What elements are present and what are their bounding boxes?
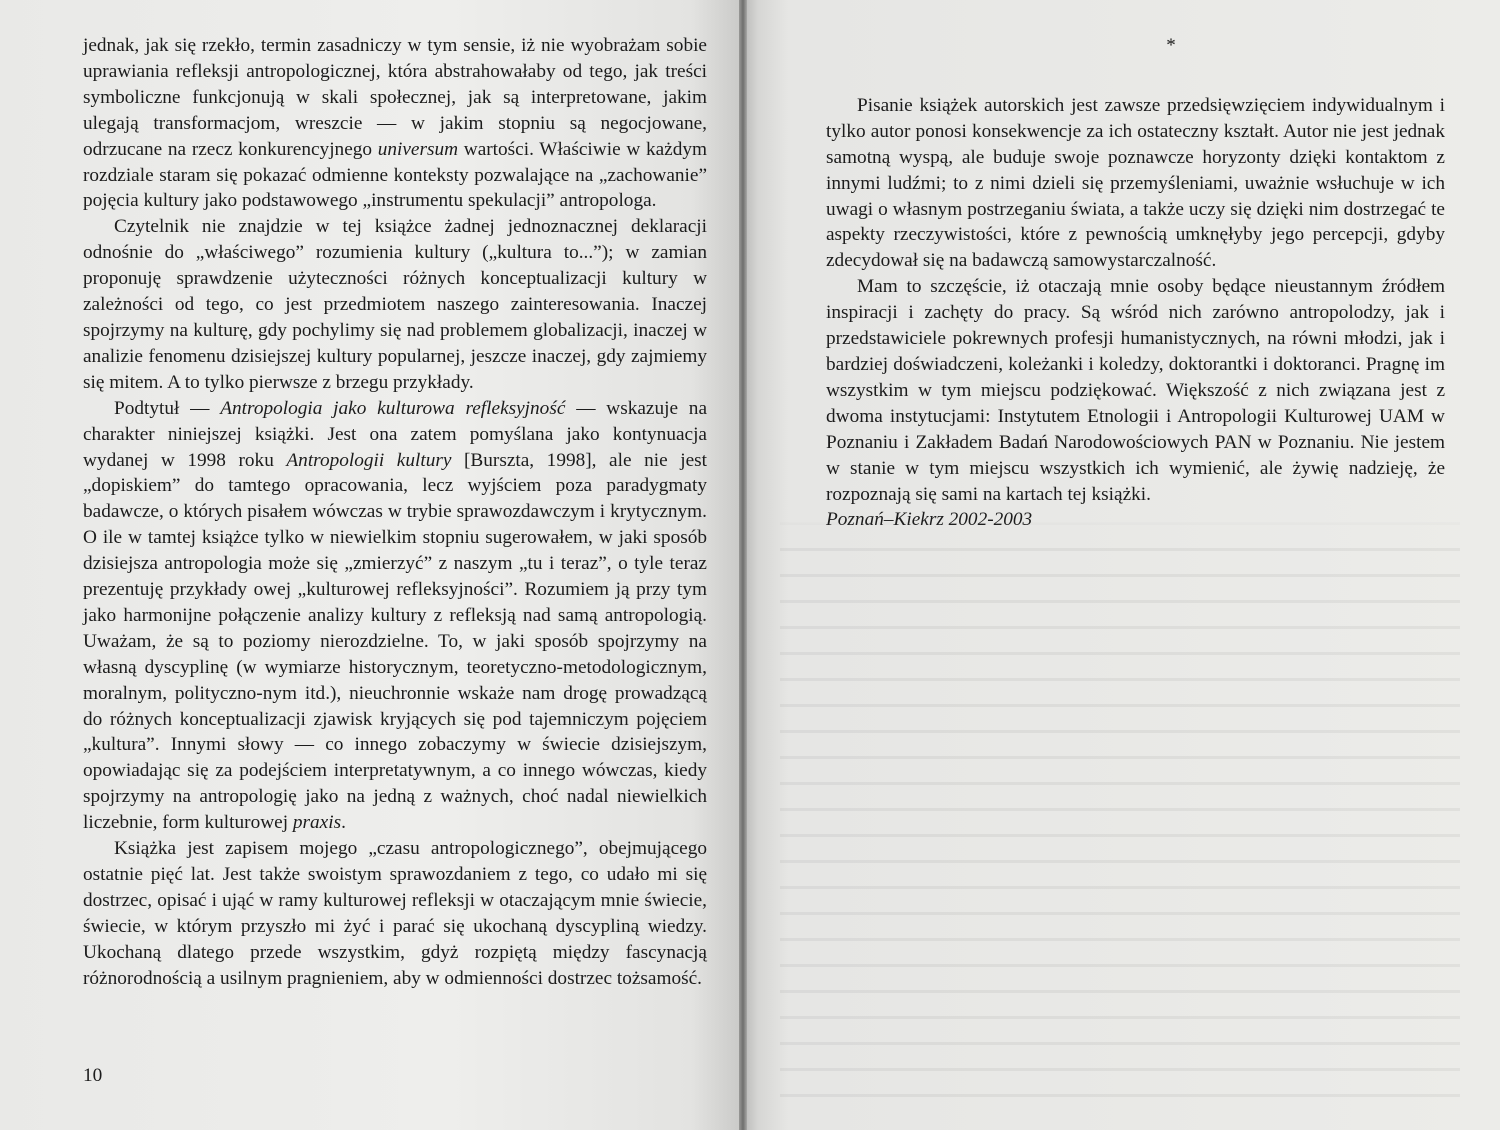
book-gutter xyxy=(739,0,747,1130)
left-paragraph-3-b: — wskazuje na charakter niniejszej książki. Jest ona zatem pomyślana jako kontynuacja wydanej w 1998 roku xyxy=(83,397,708,471)
left-paragraph-3 xyxy=(83,396,707,836)
left-paragraph-1-end: wartości. Właściwie w każdym rozdziale staram się pokazać odmienne konteksty pozwalające na „zachowanie” pojęcia kultury jako podstawowego „instrumentu spekulacji” antropologa. xyxy=(83,138,707,212)
right-paragraph-1: Pisanie książek autorskich jest zawsze przedsięwzięciem indywidualnym i tylko autor ponosi konsekwencje za ich ostateczny kształt. Autor nie jest jednak samotną wyspą, ale buduje swoje poznawcze horyzonty dzięki kontaktom z innymi ludźmi; to z nimi dzieli się przemyśleniami, uważnie wsłuchuje w ich uwagi o własnym postrzeganiu świata, a także uczy się dzięki nim dostrzegać te aspekty rzeczywistości, które z pewnością umknęłyby jego percepcji, gdyby zdecydował się na badawczą samowystarczalność. xyxy=(826,94,1445,272)
right-paragraph-2: Mam to szczęście, iż otaczają mnie osoby będące nieustannym źródłem inspiracji i zachęty do pracy. Są wśród nich zarówno antropolodzy, jak i przedstawiciele pokrewnych profesji humanistycznych, na równi młodzi, jak i bardziej doświadczeni, koleżanki i koledzy, doktorantki i doktoranci. Pragnę im wszystkim w tym miejscu podziękować. Większość z nich związana jest z dwoma instytucjami: Instytutem Etnologii i Antropologii Kulturowej UAM w Poznaniu i Zakładem Badań Narodowościowych PAN w Poznaniu. Nie jestem w stanie w tym miejscu wszystkich ich wymienić, ale żywię nadzieję, że rozpoznają się sami na kartach tej książki. xyxy=(826,276,1445,505)
left-paragraph-3-subtitle: Antropologia jako kulturowa refleksyjność xyxy=(220,397,566,419)
page-number: 10 xyxy=(83,1065,103,1086)
left-page-text xyxy=(83,33,707,992)
right-page xyxy=(743,0,1500,1130)
left-paragraph-1 xyxy=(83,33,707,214)
left-paragraph-1-italic: universum xyxy=(377,138,459,160)
left-paragraph-3-d: . xyxy=(341,812,346,834)
left-paragraph-4: Książka jest zapisem mojego „czasu antropologicznego”, obejmującego ostatnie pięć lat. Jest także swoistym sprawozdaniem z tego, co udało mi się dostrzec, opisać i ująć w ramy kulturowej refleksji w otaczającym mnie świecie, świecie, w którym przyszło mi żyć i parać się ukochaną dyscypliną wiedzy. Ukochaną dlatego przede wszystkim, gdyż rozpiętą między fascynacją różnorodnością a usilnym pragnieniem, aby w odmienności dostrzec tożsamość. xyxy=(83,838,707,989)
left-paragraph-2: Czytelnik nie znajdzie w tej książce żadnej jednoznacznej deklaracji odnośnie do „właściwego” rozumienia kultury („kultura to...”); w zamian proponuję sprawdzenie użyteczności różnych konceptualizacji kultury w zależności od tego, co jest przedmiotem naszego zainteresowania. Inaczej spojrzymy na kulturę, gdy pochylimy się nad problemem globalizacji, inaczej w analizie fenomenu dzisiejszej kultury popularnej, jeszcze inaczej, gdy zajmiemy się mitem. A to tylko pierwsze z brzegu przykłady. xyxy=(83,216,707,393)
spacer xyxy=(826,59,1445,93)
left-paragraph-3-a: Podtytuł — xyxy=(114,397,221,419)
left-paragraph-3-c: [Burszta, 1998], ale nie jest „dopiskiem” do tamtego opracowania, lecz wyjściem poza paradygmaty badawcze, o których pisałem wówczas w trybie sprawozdawczym i krytycznym. O ile w tamtej książce tylko w niewielkim stopniu sugerowałem, w jaki sposób dzisiejsza antropologia może się „zmierzyć” z naszym „tu i teraz”, o tyle teraz prezentuję przykłady owej „kulturowej refleksyjności”. Rozumiem ją przy tym jako harmonijne połączenie analizy kultury z refleksją nad samą antropologią. Uważam, że są to poziomy nierozdzielne. To, w jaki sposób spojrzymy na własną dyscyplinę (w wymiarze historycznym, teoretyczno-metodologicznym, moralnym, polityczno-nym itd.), nieuchronnie wskaże nam drogę prowadzącą do różnych konceptualizacji zjawisk kryjących się pod tajemniczym pojęciem „kultura”. Innymi słowy — co innego zobaczymy w świecie dzisiejszym, opowiadając się za podejściem interpretatywnym, a co innego wówczas, kiedy spojrzymy na antropologię jako na jedną z ważnych, choć nadal niewielkich liczebnie, form kulturowej xyxy=(83,449,707,834)
left-paragraph-3-praxis: praxis xyxy=(292,812,342,834)
place-date-signature: Poznań–Kiekrz 2002-2003 xyxy=(826,509,1033,531)
left-paragraph-3-book-title: Antropologii kultury xyxy=(286,449,452,471)
left-paragraph-1-text: jednak, jak się rzekło, termin zasadniczy w tym sensie, iż nie wyobrażam sobie uprawiania refleksji antropologicznej, która abstrahowałaby od tego, jak treści symboliczne funkcjonują w skali społecznej, jak są interpretowane, jakim ulegają transformacjom, wreszcie — w jakim stopniu są negocjowane, odrzucane na rzecz konkurencyjnego xyxy=(83,35,707,160)
right-page-text xyxy=(826,33,1445,533)
left-page xyxy=(0,0,743,1130)
section-asterisk: * xyxy=(1166,35,1176,56)
